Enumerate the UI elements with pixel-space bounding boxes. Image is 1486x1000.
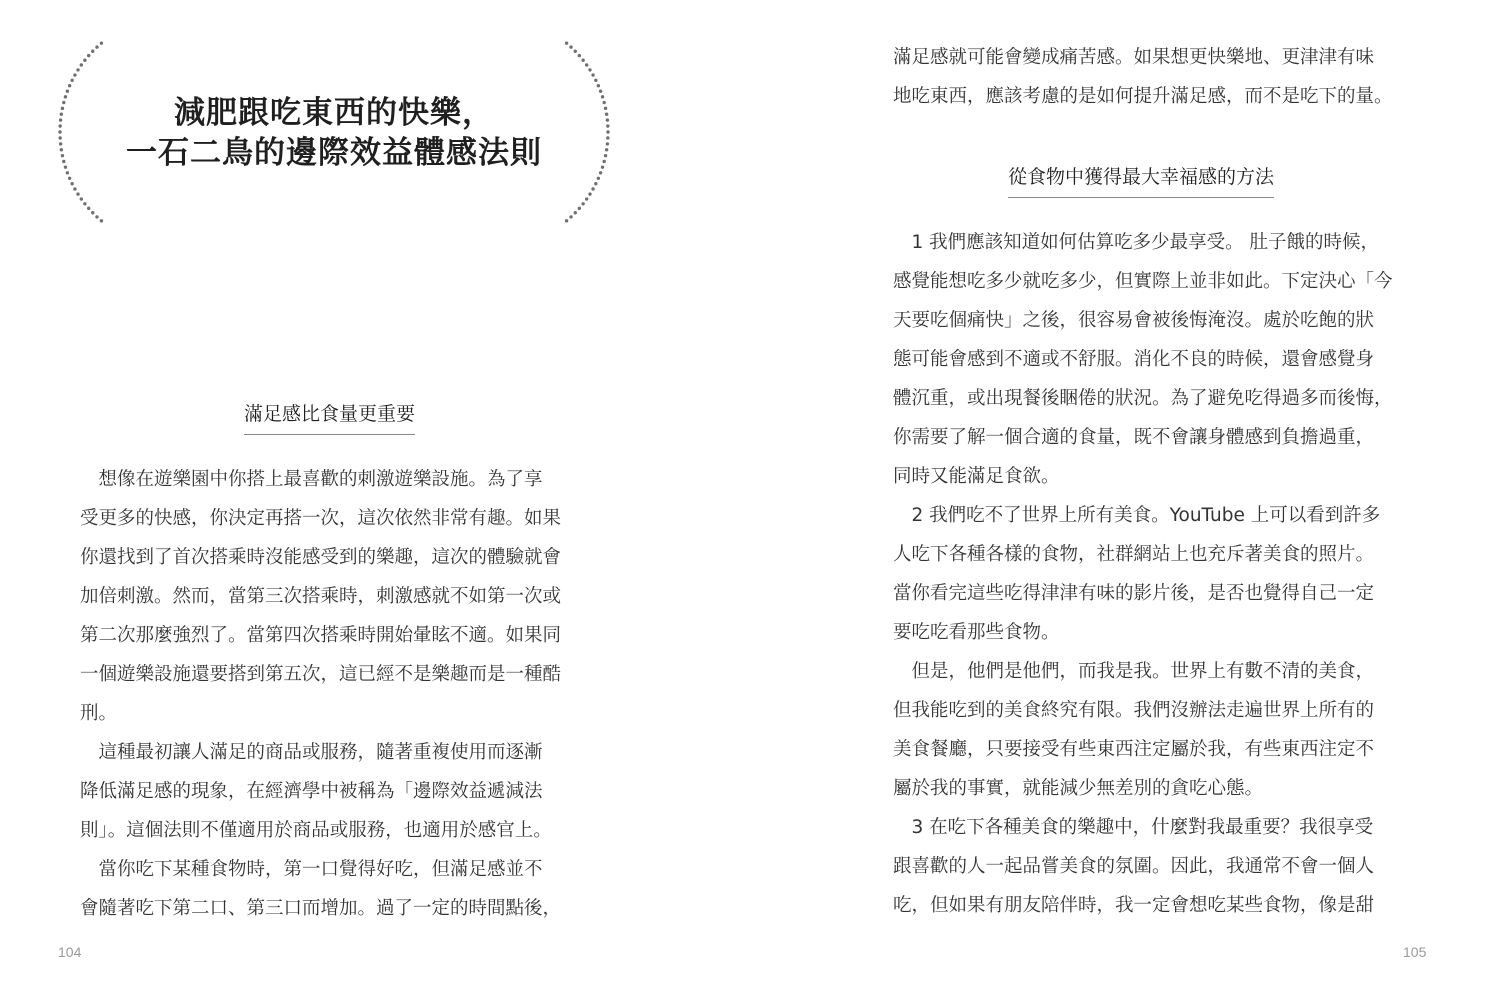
chapter-title-block — [56, 40, 612, 224]
body-line: 當你看完這些吃得津津有味的影片後，是否也覺得自己一定 — [893, 583, 1375, 604]
body-line: 刑。 — [80, 703, 118, 724]
body-line: 會隨著吃下第二口、第三口而增加。過了一定的時間點後， — [80, 898, 562, 919]
body-line: 降低滿足感的現象，在經濟學中被稱為「邊際效益遞減法 — [80, 781, 543, 802]
section-heading: 滿足感比食量更重要 — [244, 400, 415, 435]
chapter-title-line-2: 一石二鳥的邊際效益體感法則 — [126, 135, 542, 171]
body-line: 但是，他們是他們，而我是我。世界上有數不清的美食， — [893, 661, 1375, 682]
body-line: 一個遊樂設施還要搭到第五次，這已經不是樂趣而是一種酷 — [80, 664, 562, 685]
body-line: 1 我們應該知道如何估算吃多少最享受。 肚子餓的時候， — [893, 232, 1380, 253]
body-line: 態可能會感到不適或不舒服。消化不良的時候，還會感覺身 — [893, 349, 1375, 370]
body-line: 則」。這個法則不僅適用於商品或服務，也適用於感官上。 — [80, 820, 552, 841]
body-line: 3 在吃下各種美食的樂趣中，什麼對我最重要？我很享受 — [893, 817, 1374, 838]
chapter-title-line-1: 減肥跟吃東西的快樂， — [174, 95, 494, 131]
page-number: 105 — [1403, 944, 1427, 960]
body-line: 吃，但如果有朋友陪伴時，我一定會想吃某些食物，像是甜 — [893, 895, 1375, 916]
body-line: 美食餐廳，只要接受有些東西注定屬於我，有些東西注定不 — [893, 739, 1375, 760]
body-line: 要吃吃看那些食物。 — [893, 622, 1060, 643]
body-line: 2 我們吃不了世界上所有美食。YouTube 上可以看到許多 — [893, 505, 1381, 526]
body-line: 跟喜歡的人一起品嘗美食的氛圍。因此，我通常不會一個人 — [893, 856, 1375, 877]
body-line: 體沉重，或出現餐後睏倦的狀況。為了避免吃得過多而後悔， — [893, 388, 1393, 409]
body-line: 這種最初讓人滿足的商品或服務，隨著重複使用而逐漸 — [80, 742, 543, 763]
section-heading: 從食物中獲得最大幸福感的方法 — [1008, 163, 1274, 198]
body-line: 你還找到了首次搭乘時沒能感受到的樂趣，這次的體驗就會 — [80, 547, 562, 568]
body-line: 當你吃下某種食物時，第一口覺得好吃，但滿足感並不 — [80, 859, 543, 880]
body-line: 你需要了解一個合適的食量，既不會讓身體感到負擔過重， — [893, 427, 1375, 448]
body-line: 受更多的快感，你決定再搭一次，這次依然非常有趣。如果 — [80, 508, 562, 529]
body-line: 但我能吃到的美食終究有限。我們沒辦法走遍世界上所有的 — [893, 700, 1375, 721]
body-line: 人吃下各種各樣的食物，社群網站上也充斥著美食的照片。 — [893, 544, 1375, 565]
body-line: 第二次那麼強烈了。當第四次搭乘時開始暈眩不適。如果同 — [80, 625, 562, 646]
right-page — [743, 0, 1486, 1000]
body-line: 感覺能想吃多少就吃多少，但實際上並非如此。下定決心「今 — [893, 271, 1393, 292]
body-line: 想像在遊樂園中你搭上最喜歡的刺激遊樂設施。為了享 — [80, 469, 543, 490]
body-line: 加倍刺激。然而，當第三次搭乘時，刺激感就不如第一次或 — [80, 586, 562, 607]
body-line: 地吃東西，應該考慮的是如何提升滿足感，而不是吃下的量。 — [893, 86, 1393, 107]
body-line: 滿足感就可能會變成痛苦感。如果想更快樂地、更津津有味 — [893, 47, 1375, 68]
page-number: 104 — [58, 944, 82, 960]
body-line: 同時又能滿足食欲。 — [893, 466, 1060, 487]
body-line: 屬於我的事實，就能減少無差別的貪吃心態。 — [893, 778, 1264, 799]
body-line: 天要吃個痛快」之後，很容易會被後悔淹沒。處於吃飽的狀 — [893, 310, 1375, 331]
